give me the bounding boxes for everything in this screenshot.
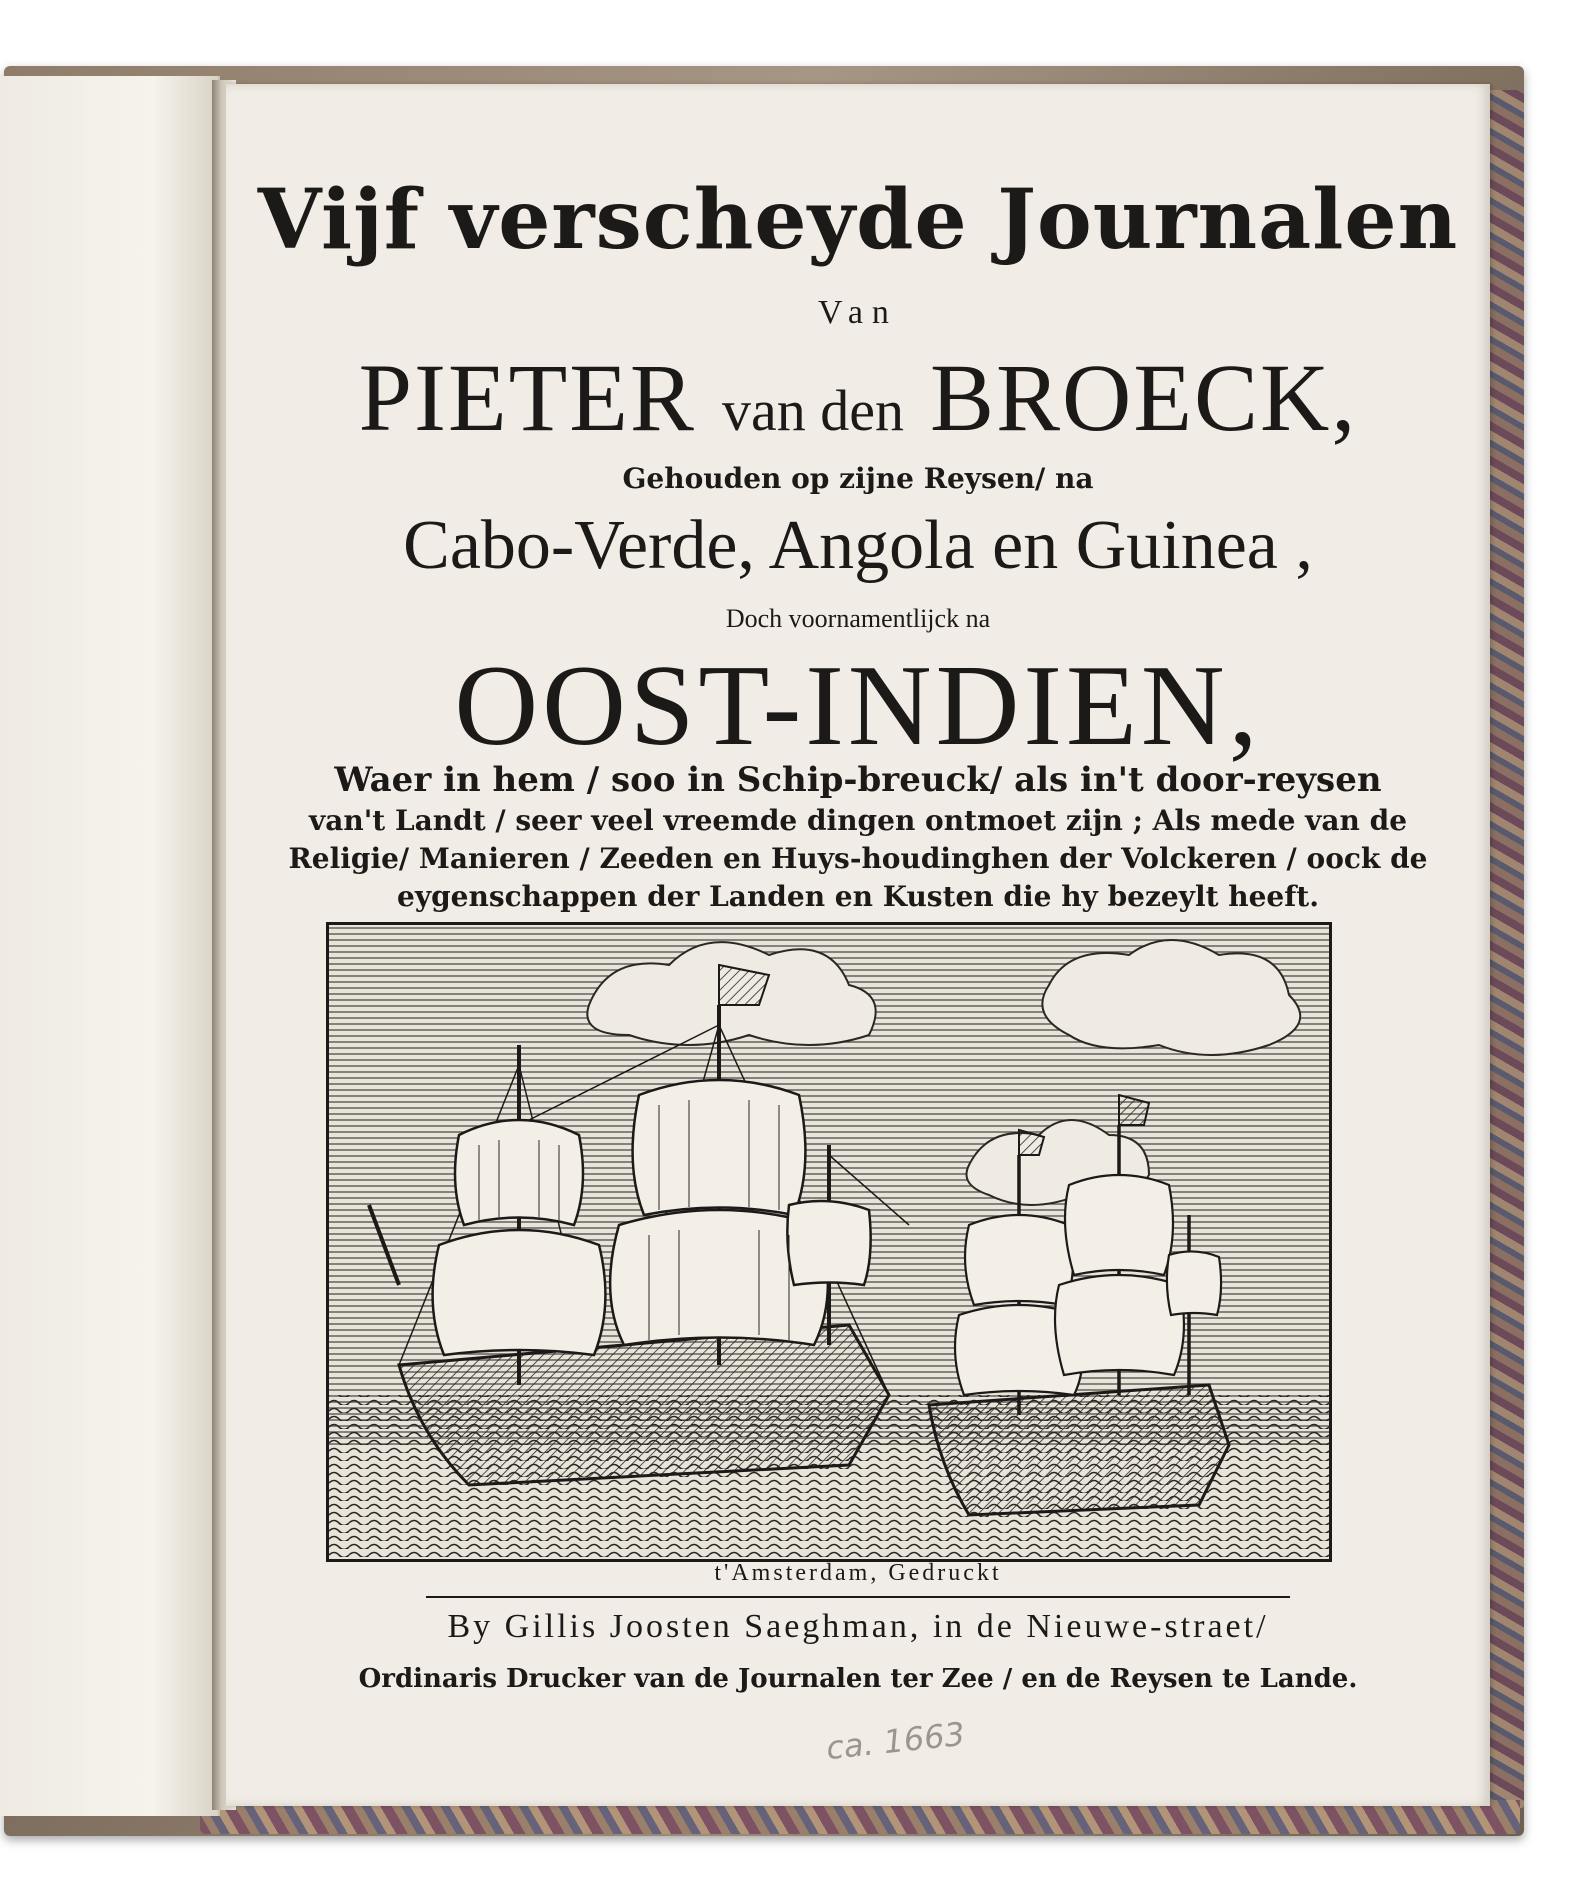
imprint-place: t'Amsterdam, Gedruckt — [714, 1560, 1002, 1586]
imprint-rule — [426, 1596, 1290, 1598]
title-page — [226, 84, 1490, 1806]
destination-heading: OOST-INDIEN, — [454, 642, 1262, 770]
subtitle-line-2: Cabo-Verde, Angola en Guinea , — [403, 507, 1313, 584]
van-line: Van — [818, 294, 898, 331]
ships-woodcut — [326, 922, 1332, 1562]
author-name — [226, 342, 1490, 453]
description-line-4: eygenschappen der Landen en Kusten die hy bezeylt heeft. — [397, 880, 1319, 913]
imprint-printer: By Gillis Joosten Saeghman, in de Nieuwe-straet/ — [447, 1608, 1269, 1645]
description-line-2: van't Landt / seer veel vreemde dingen ontmoet zijn ; Als mede van de — [308, 804, 1408, 837]
imprint-description: Ordinaris Drucker van de Journalen ter Zee / en de Reysen te Lande. — [358, 1664, 1358, 1694]
pencil-date-note: ca. 1663 — [824, 1714, 967, 1768]
description-line-3: Religie/ Manieren / Zeeden en Huys-houdinghen der Volckeren / oock de — [288, 842, 1428, 875]
book-title: Vijf verscheyde Journalen — [257, 172, 1459, 268]
subtitle-line-3: Doch voornamentlijck na — [725, 604, 991, 633]
description-line-1: Waer in hem / soo in Schip-breuck/ als in't door-reysen — [334, 760, 1382, 800]
author-first: PIETER — [358, 344, 696, 451]
author-last: BROECK, — [929, 344, 1358, 451]
subtitle-line-1: Gehouden op zijne Reysen/ na — [622, 462, 1094, 495]
left-endpaper — [0, 76, 220, 1816]
author-particle: van den — [721, 378, 904, 443]
